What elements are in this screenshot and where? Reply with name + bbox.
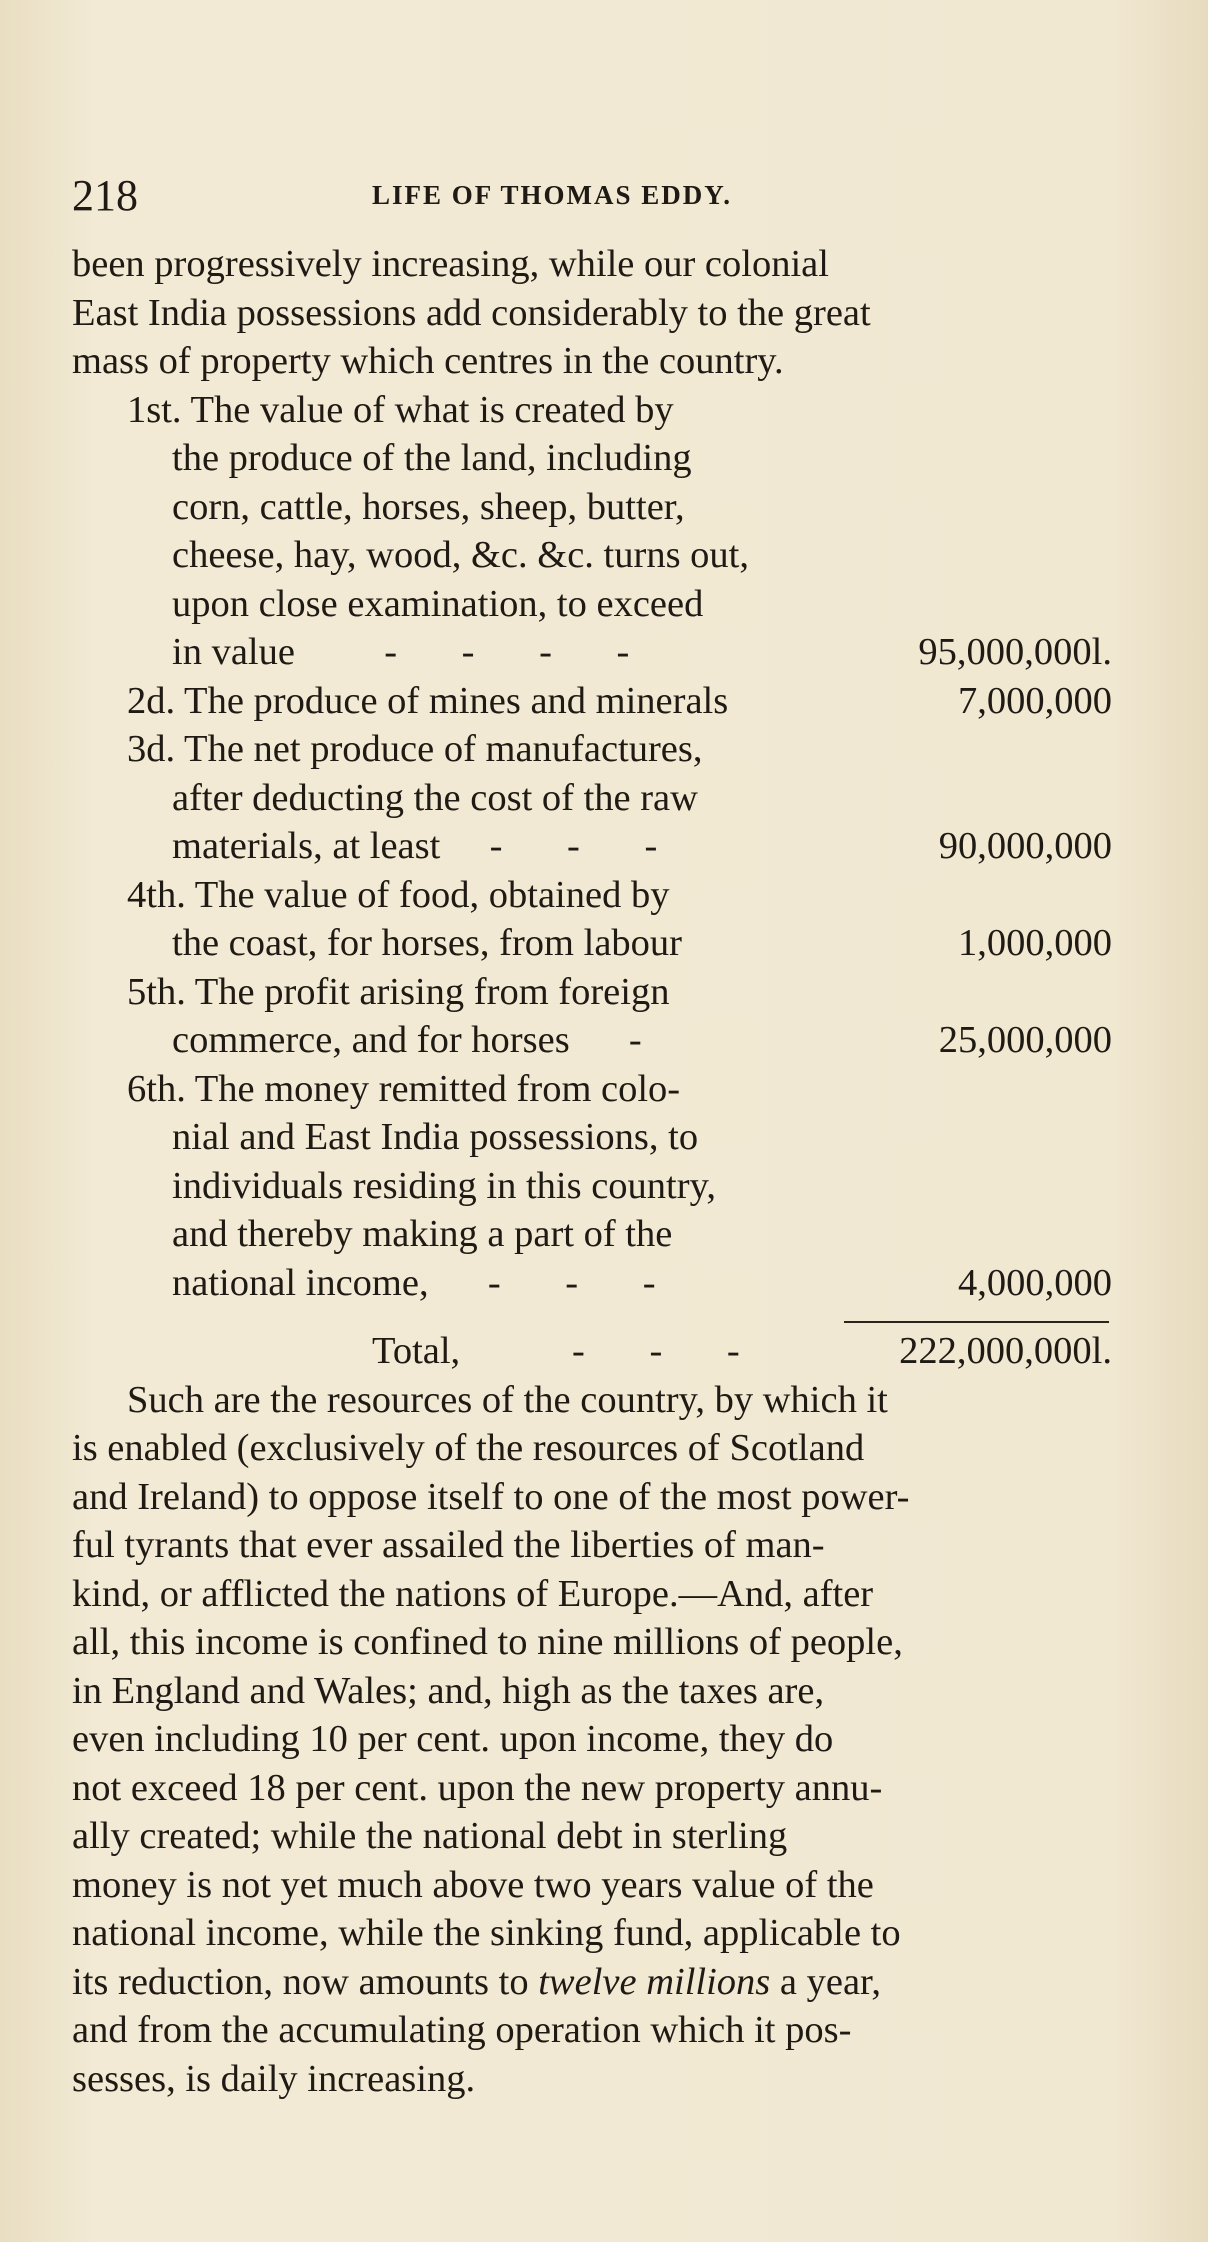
item-line: the produce of the land, including <box>172 437 692 479</box>
item-line: individuals residing in this country, <box>172 1164 716 1207</box>
item-line: corn, cattle, horses, sheep, butter, <box>172 485 685 528</box>
text-line: ally created; while the national debt in sterling <box>72 1815 788 1857</box>
income-item-5 <box>72 968 1142 1065</box>
page-number: 218 <box>72 171 138 220</box>
item-line: upon close examination, to exceed <box>172 582 704 625</box>
leader-dashes: - <box>628 1019 642 1061</box>
item-line: 4th. The value of food, obtained by <box>127 873 670 916</box>
item-line: cheese, hay, wood, &c. &c. turns out, <box>172 534 749 576</box>
item-line: the coast, for horses, from labour <box>172 922 682 964</box>
text-line: and from the accumulating operation which it pos- <box>72 2009 852 2051</box>
total-label: Total, <box>372 1330 461 1372</box>
text-line: mass of property which centres in the country. <box>72 340 784 382</box>
item-amount: 90,000,000 <box>938 825 1112 867</box>
leader-dashes: - - - <box>489 825 658 867</box>
text-line: not exceed 18 per cent. upon the new property annu- <box>72 1766 883 1809</box>
item-line: and thereby making a part of the <box>172 1213 673 1255</box>
total-rule <box>844 1321 1109 1323</box>
item-amount: 4,000,000 <box>958 1261 1112 1304</box>
item-line: national income, <box>172 1261 429 1304</box>
text-line: Such are the resources of the country, by which it <box>127 1378 888 1421</box>
item-line: after deducting the cost of the raw <box>172 776 698 819</box>
item-line: nial and East India possessions, to <box>172 1116 699 1158</box>
text-line: is enabled (exclusively of the resources of Scotland <box>72 1427 865 1469</box>
item-line: in value <box>172 631 295 673</box>
text-line: all, this income is confined to nine millions of people, <box>72 1621 903 1663</box>
page-header <box>72 170 1122 230</box>
leader-dashes: - - - <box>572 1330 740 1372</box>
italic-phrase: twelve millions <box>538 1960 771 2003</box>
income-item-3 <box>72 725 1142 871</box>
item-line: 6th. The money remitted from colo- <box>127 1067 681 1110</box>
income-item-4 <box>72 871 1142 968</box>
text-line: money is not yet much above two years value of the <box>72 1863 874 1906</box>
text-line: sesses, is daily increasing. <box>72 2057 476 2100</box>
item-amount: 7,000,000 <box>958 679 1112 722</box>
leader-dashes: - - - <box>487 1261 656 1304</box>
leader-dashes: - - - - <box>384 631 630 673</box>
intro-paragraph <box>72 240 1142 386</box>
text-line: been progressively increasing, while our colonial <box>72 243 829 285</box>
total-amount: 222,000,000l. <box>899 1330 1112 1372</box>
item-line: commerce, and for horses <box>172 1019 570 1061</box>
text-fragment: its reduction, now amounts to <box>72 1960 539 2003</box>
income-items-list <box>72 386 1142 1308</box>
page-body <box>72 240 1142 2103</box>
item-line: 1st. The value of what is created by <box>127 388 674 431</box>
item-line: materials, at least <box>172 825 441 867</box>
item-amount: 1,000,000 <box>958 922 1112 964</box>
total-row <box>72 1327 1142 1376</box>
text-line: ful tyrants that ever assailed the liberties of man- <box>72 1524 825 1566</box>
text-line: national income, while the sinking fund, applicable to <box>72 1912 901 1954</box>
item-line: 5th. The profit arising from foreign <box>127 970 670 1013</box>
closing-paragraph <box>72 1376 1142 2104</box>
income-item-6 <box>72 1065 1142 1308</box>
text-fragment: a year, <box>770 1960 881 2003</box>
text-line: and Ireland) to oppose itself to one of the most power- <box>72 1475 910 1518</box>
item-line: 3d. The net produce of manufactures, <box>127 728 703 770</box>
text-line: East India possessions add considerably to the great <box>72 291 871 334</box>
text-line: kind, or afflicted the nations of Europe.—And, after <box>72 1572 874 1615</box>
item-amount: 95,000,000l. <box>918 631 1112 673</box>
text-line: in England and Wales; and, high as the taxes are, <box>72 1669 825 1712</box>
item-line: 2d. The produce of mines and minerals <box>127 679 729 722</box>
item-amount: 25,000,000 <box>938 1019 1112 1061</box>
income-item-1 <box>72 386 1142 677</box>
income-item-2 <box>72 677 1142 726</box>
text-line-emphasis <box>72 1958 1142 2007</box>
running-head: LIFE OF THOMAS EDDY. <box>372 180 733 210</box>
text-line: even including 10 per cent. upon income, they do <box>72 1718 834 1760</box>
